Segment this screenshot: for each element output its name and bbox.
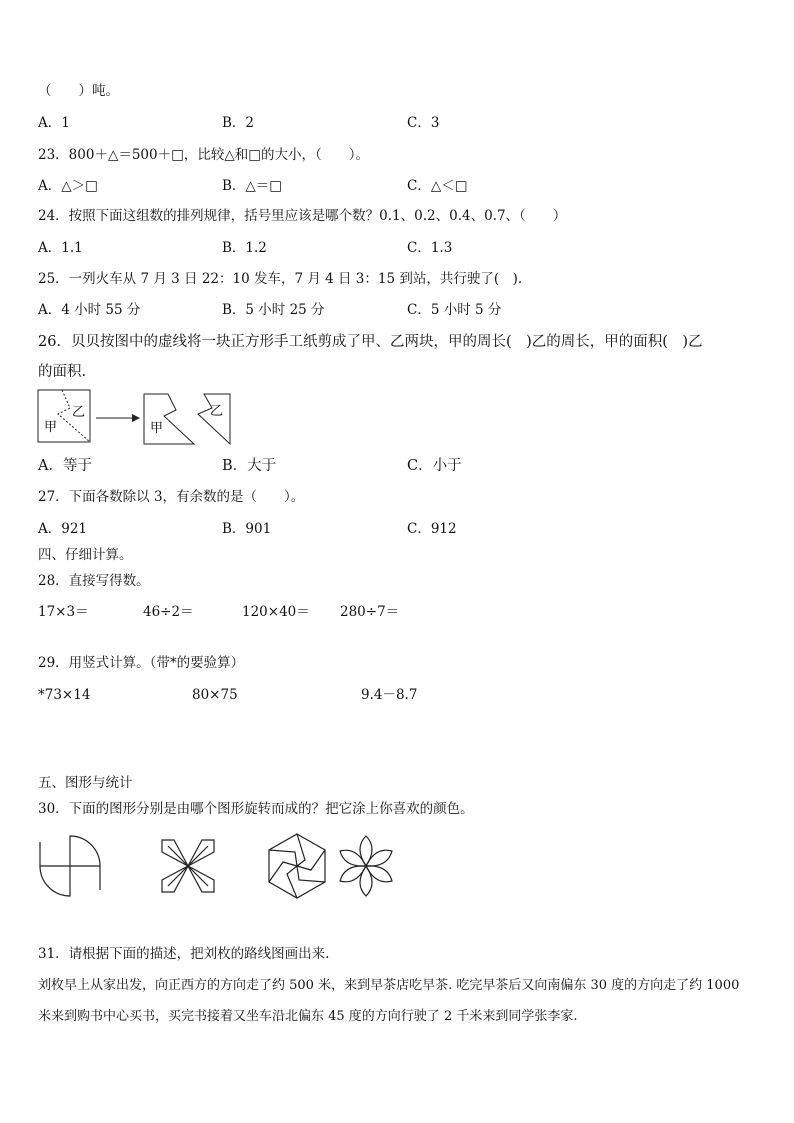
q28-item-3: 120×40＝ — [242, 604, 310, 620]
q23-option-b: B．△＝□ — [222, 178, 283, 194]
q22-option-c: C．3 — [407, 115, 440, 131]
q22-option-a: A．1 — [38, 115, 70, 131]
q22-option-b: B．2 — [222, 115, 255, 131]
q22-tail: （ ）吨。 — [38, 83, 119, 99]
q28-question: 28．直接写得数。 — [38, 573, 150, 589]
q26-option-a: A．等于 — [38, 458, 92, 474]
q26-cut-figure — [36, 388, 236, 446]
q31-question: 31．请根据下面的描述，把刘枚的路线图画出来. — [38, 946, 330, 962]
pinwheel-figure — [40, 836, 100, 896]
q27-option-c: C．912 — [407, 521, 457, 537]
q26-option-b: B．大于 — [222, 458, 277, 474]
q29-item-2: 80×75 — [192, 687, 238, 703]
q29-item-1: *73×14 — [38, 687, 91, 703]
q28-item-2: 46÷2＝ — [143, 604, 194, 620]
six-petal-flower-figure — [337, 836, 395, 896]
label-yi-left: 乙 — [72, 405, 86, 420]
q24-option-b: B．1.2 — [222, 240, 267, 256]
section-5-heading: 五、图形与统计 — [38, 775, 133, 791]
label-yi-right: 乙 — [210, 404, 224, 419]
q29-question: 29．用竖式计算。（带*的要验算） — [38, 655, 245, 671]
piece-jia — [144, 394, 194, 444]
q31-description-line2: 米来到购书中心买书，买完书接着又坐车沿北偏东 45 度的方向行驶了 2 千米来到同学张李家. — [38, 1009, 578, 1024]
q28-item-4: 280÷7＝ — [340, 604, 400, 620]
q31-description-line1: 刘枚早上从家出发，向正西方的方向走了约 500 米，来到早茶店吃早茶. 吃完早茶后又向南偏东 30 度的方向走了约 1000 — [38, 978, 740, 993]
q26-question-line2: 的面积. — [38, 364, 87, 380]
q27-option-a: A．921 — [38, 521, 88, 537]
q25-option-c: C．5 小时 5 分 — [407, 302, 502, 318]
q26-question-line1: 26．贝贝按图中的虚线将一块正方形手工纸剪成了甲、乙两块，甲的周长( )乙的周长，甲的面积( )乙 — [38, 334, 703, 350]
q23-option-a: A．△＞□ — [38, 178, 98, 194]
q30-rotation-figures — [34, 832, 414, 902]
q28-item-1: 17×3＝ — [38, 604, 89, 620]
q24-option-a: A．1.1 — [38, 240, 83, 256]
q27-question: 27．下面各数除以 3，有余数的是（ ）。 — [38, 489, 305, 505]
q29-item-3: 9.4－8.7 — [361, 687, 418, 703]
piece-yi — [198, 394, 230, 444]
q25-option-a: A．4 小时 55 分 — [38, 302, 141, 318]
cross-arrow-figure — [162, 840, 214, 892]
section-4-heading: 四、仔细计算。 — [38, 547, 133, 563]
q27-option-b: B．901 — [222, 521, 272, 537]
label-jia-left: 甲 — [44, 420, 58, 435]
q24-question: 24．按照下面这组数的排列规律，括号里应该是哪个数？0.1、0.2、0.4、0.7、（ ） — [38, 208, 567, 224]
q25-question: 25．一列火车从 7 月 3 日 22：10 发车，7 月 4 日 3：15 到站，共行驶了( ). — [38, 271, 523, 287]
q30-question: 30．下面的图形分别是由哪个图形旋转而成的？把它涂上你喜欢的颜色。 — [38, 801, 474, 817]
q24-option-c: C．1.3 — [407, 240, 453, 256]
hexagon-spiral-figure — [269, 834, 325, 898]
q26-option-c: C．小于 — [407, 458, 462, 474]
label-jia-right: 甲 — [150, 421, 164, 436]
q25-option-b: B．5 小时 25 分 — [222, 302, 325, 318]
arrow-head — [132, 414, 140, 422]
q23-question: 23．800＋△＝500＋□，比较△和□的大小，（ ）。 — [38, 147, 369, 163]
q23-option-c: C．△＜□ — [407, 178, 468, 194]
